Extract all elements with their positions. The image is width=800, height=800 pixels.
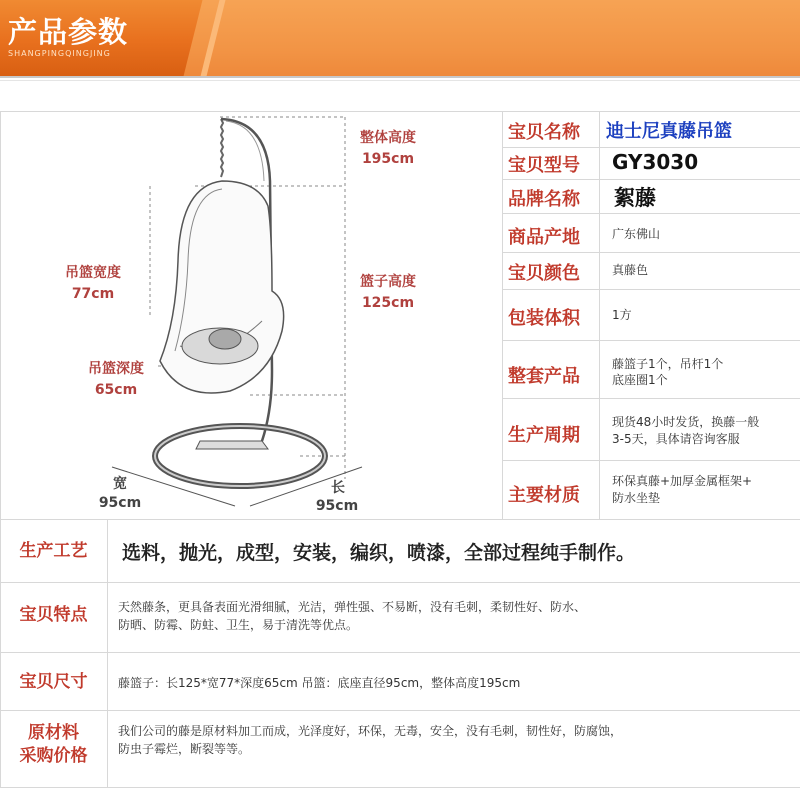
- detail-label-craft: 生产工艺: [19, 541, 88, 561]
- spec-value-model: GY3030: [612, 150, 699, 174]
- spec-value-cycle-line2: 3-5天，具体请咨询客服: [612, 432, 740, 446]
- spec-value-brand: 絮藤: [614, 186, 656, 210]
- detail-label-material: 原材料: [28, 723, 79, 743]
- spec-value-origin: 广东佛山: [612, 227, 661, 241]
- hanging-chain: [221, 119, 223, 177]
- basket-height-label: 篮子高度: [360, 274, 416, 290]
- spec-label-set: 整套产品: [508, 366, 580, 387]
- details-bottom-border: [0, 787, 800, 788]
- details-column-divider: [107, 519, 108, 787]
- details-row-divider: [0, 652, 800, 653]
- spec-row-divider: [502, 460, 800, 461]
- base-plate: [196, 441, 268, 449]
- spec-value-set-line1: 藤篮子1个，吊杆1个: [612, 357, 724, 371]
- detail-label-price: 采购价格: [19, 746, 88, 766]
- details-top-border: [0, 519, 800, 520]
- spec-label-origin: 商品产地: [508, 227, 580, 248]
- table-divider-left: [502, 111, 503, 519]
- spec-row-divider: [502, 252, 800, 253]
- spec-value-name: 迪士尼真藤吊篮: [606, 121, 732, 142]
- spec-value-set-line2: 底座圈1个: [612, 373, 668, 387]
- spec-value-volume: 1方: [612, 308, 632, 322]
- details-row-divider: [0, 582, 800, 583]
- spec-label-volume: 包装体积: [508, 308, 580, 329]
- page-subtitle: SHANGPINGQINGJING: [8, 49, 111, 58]
- detail-text-features-line2: 防晒、防霉、防蛀、卫生，易于清洗等优点。: [118, 618, 359, 632]
- details-row-divider: [0, 710, 800, 711]
- spec-value-material-line1: 环保真藤+加厚金属框架+: [612, 474, 753, 488]
- spec-value-color: 真藤色: [612, 263, 649, 277]
- base-length-label: 长: [331, 480, 345, 496]
- basket-width-value: 77cm: [71, 286, 115, 302]
- spec-label-brand: 品牌名称: [508, 189, 580, 210]
- spec-value-material-line2: 防水坐垫: [612, 491, 661, 505]
- spec-row-divider: [502, 213, 800, 214]
- spec-row-divider: [502, 147, 800, 148]
- spec-label-color: 宝贝颜色: [508, 263, 580, 284]
- header-slant-decoration: [180, 0, 800, 76]
- hanging-chair-drawing: [0, 111, 502, 519]
- spec-label-name: 宝贝名称: [508, 122, 580, 143]
- basket-depth-value: 65cm: [94, 382, 138, 398]
- table-divider-right: [599, 111, 600, 519]
- detail-text-material-line1: 我们公司的藤是原材料加工而成，光泽度好，环保，无毒，安全，没有毛刺，韧性好，防腐蚀，: [118, 724, 623, 738]
- spec-label-cycle: 生产周期: [508, 425, 580, 446]
- detail-text-material-line2: 防虫子霉烂，断裂等等。: [118, 742, 251, 756]
- spec-label-material: 主要材质: [508, 485, 580, 506]
- detail-label-features: 宝贝特点: [19, 605, 88, 625]
- detail-text-size: 藤篮子：长125*宽77*深度65cm 吊篮：底座直径95cm，整体高度195cm: [118, 676, 521, 690]
- detail-text-features-line1: 天然藤条，更具备表面光滑细腻，光洁，弹性强、不易断，没有毛刺，柔韧性好、防水、: [118, 600, 587, 614]
- detail-label-size: 宝贝尺寸: [19, 672, 88, 692]
- basket-width-label: 吊篮宽度: [65, 265, 121, 281]
- spec-row-divider: [502, 289, 800, 290]
- base-ring-highlight: [155, 426, 325, 486]
- total-height-value: 195cm: [361, 151, 415, 167]
- spec-value-cycle-line1: 现货48小时发货，换藤一般: [612, 415, 760, 429]
- top-rule: [0, 80, 800, 81]
- header-divider: [0, 76, 800, 78]
- spec-row-divider: [502, 179, 800, 180]
- detail-text-craft: 选料，抛光，成型，安装，编织，喷漆，全部过程纯手制作。: [122, 542, 636, 564]
- basket-height-value: 125cm: [361, 295, 415, 311]
- spec-row-divider: [502, 398, 800, 399]
- spec-label-model: 宝贝型号: [508, 155, 580, 176]
- page-title: 产品参数: [8, 15, 129, 49]
- basket-depth-label: 吊篮深度: [88, 361, 144, 377]
- spec-row-divider: [502, 340, 800, 341]
- pillow: [209, 329, 241, 349]
- total-height-label: 整体高度: [360, 130, 416, 146]
- stand-pole-highlight: [226, 121, 264, 181]
- base-length-value: 95cm: [315, 498, 359, 514]
- base-width-label: 宽: [113, 476, 127, 492]
- base-width-value: 95cm: [98, 495, 142, 511]
